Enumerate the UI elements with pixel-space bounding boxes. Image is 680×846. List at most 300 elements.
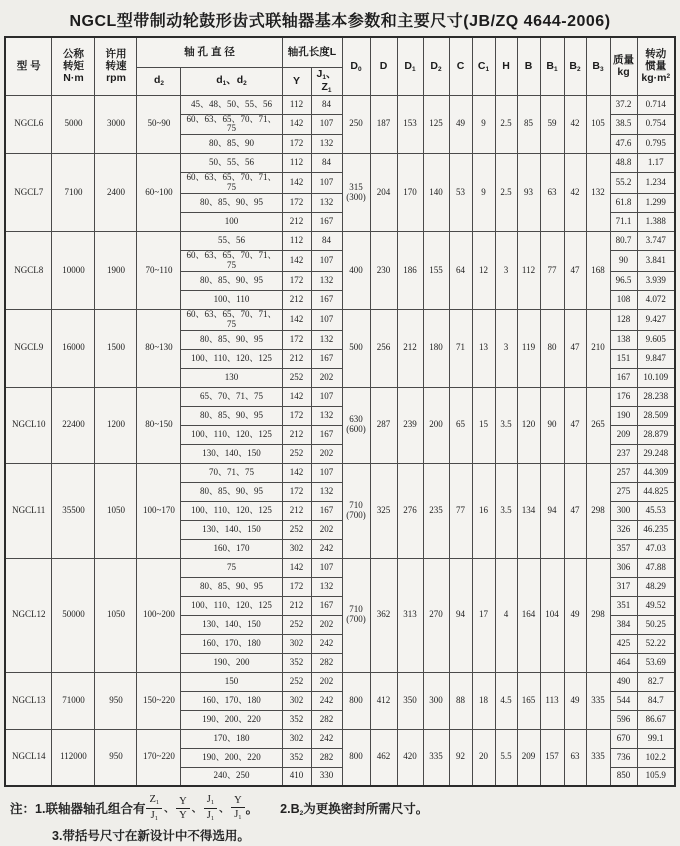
cell-bores: 65、70、71、75 xyxy=(181,387,282,406)
cell-inertia: 9.427 xyxy=(637,309,675,330)
cell-mass: 237 xyxy=(610,444,637,463)
cell-length-J1Z1: 167 xyxy=(311,425,342,444)
cell-model: NGCL8 xyxy=(5,232,52,310)
table-row xyxy=(5,672,675,691)
fraction-separator: 、 xyxy=(191,803,202,815)
cell-dim-B2: 42 xyxy=(564,95,586,154)
cell-mass: 317 xyxy=(610,577,637,596)
cell-dim-D0: 710 (700) xyxy=(342,463,370,558)
cell-dim-D0: 500 xyxy=(342,309,370,387)
footnote-1-fractions xyxy=(145,794,245,823)
cell-dim-C1: 18 xyxy=(472,672,495,729)
cell-dim-B1: 59 xyxy=(540,95,564,154)
cell-length-Y: 252 xyxy=(282,520,311,539)
cell-d2-range: 100~170 xyxy=(137,463,181,558)
cell-dim-D: 256 xyxy=(370,309,397,387)
cell-speed: 1050 xyxy=(95,463,137,558)
cell-dim-B2: 47 xyxy=(564,387,586,463)
cell-mass: 190 xyxy=(610,406,637,425)
cell-length-Y: 172 xyxy=(282,271,311,290)
cell-mass: 128 xyxy=(610,309,637,330)
cell-dim-B: 119 xyxy=(517,309,540,387)
header-mass: 质量 kg xyxy=(610,37,637,95)
cell-inertia: 44.825 xyxy=(637,482,675,501)
cell-length-J1Z1: 167 xyxy=(311,290,342,309)
cell-length-Y: 172 xyxy=(282,577,311,596)
cell-torque: 5000 xyxy=(52,95,95,154)
cell-dim-D2: 155 xyxy=(423,232,449,310)
cell-speed: 1900 xyxy=(95,232,137,310)
cell-dim-B2: 49 xyxy=(564,672,586,729)
cell-bores: 70、71、75 xyxy=(181,463,282,482)
cell-dim-B2: 49 xyxy=(564,558,586,672)
cell-length-Y: 410 xyxy=(282,767,311,786)
cell-length-J1Z1: 330 xyxy=(311,767,342,786)
cell-mass: 96.5 xyxy=(610,271,637,290)
cell-d2-range: 60~100 xyxy=(137,154,181,232)
cell-mass: 71.1 xyxy=(610,213,637,232)
cell-length-J1Z1: 167 xyxy=(311,213,342,232)
cell-speed: 1050 xyxy=(95,558,137,672)
cell-mass: 275 xyxy=(610,482,637,501)
cell-d2-range: 70~110 xyxy=(137,232,181,310)
cell-dim-C1: 9 xyxy=(472,154,495,232)
cell-bores: 100、110、120、125 xyxy=(181,425,282,444)
cell-dim-C: 88 xyxy=(449,672,472,729)
cell-mass: 176 xyxy=(610,387,637,406)
cell-length-J1Z1: 132 xyxy=(311,406,342,425)
cell-mass: 306 xyxy=(610,558,637,577)
table-row xyxy=(5,154,675,173)
cell-dim-D: 412 xyxy=(370,672,397,729)
cell-inertia: 1.299 xyxy=(637,194,675,213)
cell-speed: 1200 xyxy=(95,387,137,463)
cell-dim-D: 362 xyxy=(370,558,397,672)
cell-length-J1Z1: 202 xyxy=(311,520,342,539)
cell-dim-B2: 47 xyxy=(564,463,586,558)
cell-dim-D1: 186 xyxy=(397,232,423,310)
header-dim-B1: $B_1$ xyxy=(540,37,564,95)
cell-mass: 38.5 xyxy=(610,114,637,135)
cell-length-Y: 172 xyxy=(282,194,311,213)
table-row xyxy=(5,558,675,577)
cell-speed: 3000 xyxy=(95,95,137,154)
cell-inertia: 46.235 xyxy=(637,520,675,539)
cell-dim-B: 165 xyxy=(517,672,540,729)
cell-speed: 2400 xyxy=(95,154,137,232)
cell-bores: 130、140、150 xyxy=(181,615,282,634)
header-model: 型 号 xyxy=(5,37,52,95)
cell-dim-D1: 313 xyxy=(397,558,423,672)
cell-dim-H: 3 xyxy=(495,309,517,387)
cell-d2-range: 100~200 xyxy=(137,558,181,672)
cell-model: NGCL13 xyxy=(5,672,52,729)
footnote-1-tail: 。 xyxy=(245,802,259,817)
cell-dim-C: 71 xyxy=(449,309,472,387)
coupling-spec-table xyxy=(4,36,676,787)
cell-length-J1Z1: 132 xyxy=(311,135,342,154)
cell-dim-C1: 12 xyxy=(472,232,495,310)
cell-length-Y: 142 xyxy=(282,251,311,272)
cell-dim-D1: 170 xyxy=(397,154,423,232)
cell-dim-H: 5.5 xyxy=(495,729,517,786)
cell-inertia: 28.509 xyxy=(637,406,675,425)
cell-bores: 80、85、90、95 xyxy=(181,482,282,501)
cell-dim-B2: 42 xyxy=(564,154,586,232)
cell-length-J1Z1: 107 xyxy=(311,309,342,330)
cell-bores: 100、110、120、125 xyxy=(181,501,282,520)
cell-length-J1Z1: 132 xyxy=(311,482,342,501)
cell-dim-D2: 335 xyxy=(423,729,449,786)
cell-length-Y: 142 xyxy=(282,114,311,135)
cell-dim-H: 4.5 xyxy=(495,672,517,729)
cell-d2-range: 80~130 xyxy=(137,309,181,387)
header-length-Y: Y xyxy=(282,67,311,95)
cell-mass: 48.8 xyxy=(610,154,637,173)
cell-dim-D1: 212 xyxy=(397,309,423,387)
cell-inertia: 102.2 xyxy=(637,748,675,767)
cell-inertia: 9.605 xyxy=(637,330,675,349)
cell-dim-B: 93 xyxy=(517,154,540,232)
cell-inertia: 1.234 xyxy=(637,173,675,194)
cell-bores: 80、85、90、95 xyxy=(181,330,282,349)
cell-inertia: 49.52 xyxy=(637,596,675,615)
header-torque: 公称 转矩 N·m xyxy=(52,37,95,95)
cell-length-Y: 142 xyxy=(282,387,311,406)
cell-bores: 60、63、65、70、71、75 xyxy=(181,309,282,330)
header-row-1 xyxy=(5,37,675,67)
cell-bores: 80、85、90、95 xyxy=(181,194,282,213)
cell-inertia: 50.25 xyxy=(637,615,675,634)
cell-dim-D2: 140 xyxy=(423,154,449,232)
table-header xyxy=(5,37,675,95)
page-title: NGCL型带制动轮鼓形齿式联轴器基本参数和主要尺寸(JB/ZQ 4644-2006) xyxy=(69,13,611,30)
cell-dim-B3: 298 xyxy=(586,463,610,558)
cell-model: NGCL6 xyxy=(5,95,52,154)
cell-dim-D1: 420 xyxy=(397,729,423,786)
footnotes xyxy=(10,794,670,844)
footnote-1-lead: 1.联轴器轴孔组合有 xyxy=(35,802,146,817)
header-dim-D1: $D_1$ xyxy=(397,37,423,95)
cell-inertia: 0.714 xyxy=(637,95,675,114)
cell-dim-B2: 47 xyxy=(564,232,586,310)
cell-dim-D0: 250 xyxy=(342,95,370,154)
header-inertia: 转动 惯量 $kg\cdot m^2$ xyxy=(637,37,675,95)
cell-mass: 61.8 xyxy=(610,194,637,213)
cell-length-Y: 252 xyxy=(282,672,311,691)
cell-bores: 100、110、120、125 xyxy=(181,596,282,615)
cell-inertia: 28.879 xyxy=(637,425,675,444)
cell-mass: 108 xyxy=(610,290,637,309)
cell-model: NGCL10 xyxy=(5,387,52,463)
cell-inertia: 0.754 xyxy=(637,114,675,135)
cell-dim-H: 3 xyxy=(495,232,517,310)
header-bore-diameter-group: 轴 孔 直 径 xyxy=(137,37,282,67)
cell-length-Y: 212 xyxy=(282,349,311,368)
cell-length-J1Z1: 107 xyxy=(311,387,342,406)
cell-length-J1Z1: 132 xyxy=(311,577,342,596)
cell-torque: 50000 xyxy=(52,558,95,672)
cell-length-J1Z1: 107 xyxy=(311,251,342,272)
cell-dim-B: 120 xyxy=(517,387,540,463)
cell-bores: 190、200、220 xyxy=(181,748,282,767)
cell-bores: 45、48、50、55、56 xyxy=(181,95,282,114)
cell-length-Y: 172 xyxy=(282,135,311,154)
cell-bores: 240、250 xyxy=(181,767,282,786)
cell-dim-D0: 315 (300) xyxy=(342,154,370,232)
cell-dim-B3: 105 xyxy=(586,95,610,154)
cell-dim-B2: 47 xyxy=(564,309,586,387)
cell-length-J1Z1: 282 xyxy=(311,653,342,672)
cell-inertia: 53.69 xyxy=(637,653,675,672)
table-row xyxy=(5,95,675,114)
cell-bores: 100、110、120、125 xyxy=(181,349,282,368)
cell-dim-C1: 13 xyxy=(472,309,495,387)
cell-mass: 47.6 xyxy=(610,135,637,154)
cell-dim-C1: 20 xyxy=(472,729,495,786)
cell-dim-D2: 125 xyxy=(423,95,449,154)
cell-bores: 190、200、220 xyxy=(181,710,282,729)
bore-combination-fraction: $\frac{Z_1}{J_1}$ xyxy=(146,794,162,823)
cell-length-J1Z1: 202 xyxy=(311,672,342,691)
cell-length-J1Z1: 132 xyxy=(311,271,342,290)
cell-dim-B3: 335 xyxy=(586,672,610,729)
header-speed: 许用 转速 rpm xyxy=(95,37,137,95)
fraction-separator: 、 xyxy=(164,803,175,815)
cell-bores: 160、170、180 xyxy=(181,691,282,710)
cell-bores: 100、110 xyxy=(181,290,282,309)
cell-dim-D1: 276 xyxy=(397,463,423,558)
cell-bores: 60、63、65、70、71、75 xyxy=(181,173,282,194)
cell-dim-D2: 235 xyxy=(423,463,449,558)
cell-mass: 351 xyxy=(610,596,637,615)
cell-dim-B: 164 xyxy=(517,558,540,672)
cell-length-Y: 112 xyxy=(282,232,311,251)
cell-length-J1Z1: 107 xyxy=(311,463,342,482)
cell-mass: 670 xyxy=(610,729,637,748)
cell-length-Y: 212 xyxy=(282,596,311,615)
cell-length-J1Z1: 202 xyxy=(311,615,342,634)
header-bore-d2: $d_2$ xyxy=(137,67,181,95)
cell-inertia: 4.072 xyxy=(637,290,675,309)
cell-length-Y: 212 xyxy=(282,213,311,232)
cell-length-J1Z1: 167 xyxy=(311,349,342,368)
cell-dim-B: 85 xyxy=(517,95,540,154)
bore-combination-fraction: $\frac{Y}{Y}$ xyxy=(176,796,190,821)
cell-length-J1Z1: 282 xyxy=(311,710,342,729)
cell-dim-D0: 800 xyxy=(342,672,370,729)
cell-torque: 7100 xyxy=(52,154,95,232)
cell-inertia: 82.7 xyxy=(637,672,675,691)
cell-d2-range: 170~220 xyxy=(137,729,181,786)
cell-model: NGCL7 xyxy=(5,154,52,232)
table-row xyxy=(5,387,675,406)
cell-length-Y: 142 xyxy=(282,463,311,482)
table-body xyxy=(5,95,675,786)
cell-dim-H: 2.5 xyxy=(495,95,517,154)
cell-dim-B1: 104 xyxy=(540,558,564,672)
cell-model: NGCL14 xyxy=(5,729,52,786)
cell-dim-C1: 9 xyxy=(472,95,495,154)
cell-speed: 950 xyxy=(95,729,137,786)
cell-bores: 80、85、90 xyxy=(181,135,282,154)
header-dim-B: B xyxy=(517,37,540,95)
cell-bores: 75 xyxy=(181,558,282,577)
cell-dim-C: 53 xyxy=(449,154,472,232)
cell-dim-D: 287 xyxy=(370,387,397,463)
cell-torque: 16000 xyxy=(52,309,95,387)
cell-torque: 22400 xyxy=(52,387,95,463)
cell-bores: 150 xyxy=(181,672,282,691)
cell-bores: 190、200 xyxy=(181,653,282,672)
cell-length-J1Z1: 84 xyxy=(311,154,342,173)
cell-length-J1Z1: 107 xyxy=(311,558,342,577)
cell-dim-C: 65 xyxy=(449,387,472,463)
cell-dim-D2: 180 xyxy=(423,309,449,387)
cell-dim-B1: 63 xyxy=(540,154,564,232)
cell-inertia: 86.67 xyxy=(637,710,675,729)
cell-dim-C: 49 xyxy=(449,95,472,154)
cell-length-Y: 212 xyxy=(282,501,311,520)
cell-dim-B: 209 xyxy=(517,729,540,786)
cell-inertia: 47.88 xyxy=(637,558,675,577)
cell-length-J1Z1: 242 xyxy=(311,539,342,558)
cell-length-J1Z1: 202 xyxy=(311,444,342,463)
cell-mass: 55.2 xyxy=(610,173,637,194)
cell-dim-D: 230 xyxy=(370,232,397,310)
cell-dim-B1: 157 xyxy=(540,729,564,786)
cell-length-J1Z1: 132 xyxy=(311,194,342,213)
cell-dim-H: 2.5 xyxy=(495,154,517,232)
cell-length-Y: 252 xyxy=(282,615,311,634)
bore-combination-fraction: $\frac{J_1}{J_1}$ xyxy=(204,794,217,823)
cell-dim-D2: 200 xyxy=(423,387,449,463)
cell-dim-B3: 265 xyxy=(586,387,610,463)
cell-dim-D0: 630 (600) xyxy=(342,387,370,463)
cell-length-J1Z1: 167 xyxy=(311,596,342,615)
cell-length-Y: 252 xyxy=(282,444,311,463)
cell-dim-B: 134 xyxy=(517,463,540,558)
cell-dim-B1: 113 xyxy=(540,672,564,729)
cell-inertia: 48.29 xyxy=(637,577,675,596)
cell-length-Y: 352 xyxy=(282,710,311,729)
cell-inertia: 84.7 xyxy=(637,691,675,710)
cell-dim-D2: 300 xyxy=(423,672,449,729)
cell-length-Y: 112 xyxy=(282,154,311,173)
cell-length-Y: 212 xyxy=(282,425,311,444)
cell-inertia: 44.309 xyxy=(637,463,675,482)
cell-torque: 35500 xyxy=(52,463,95,558)
cell-length-Y: 352 xyxy=(282,748,311,767)
cell-length-Y: 302 xyxy=(282,539,311,558)
cell-dim-C: 94 xyxy=(449,558,472,672)
cell-dim-B2: 63 xyxy=(564,729,586,786)
header-dim-D0: $D_0$ xyxy=(342,37,370,95)
header-dim-C: C xyxy=(449,37,472,95)
cell-bores: 130 xyxy=(181,368,282,387)
cell-bores: 60、63、65、70、71、75 xyxy=(181,251,282,272)
cell-inertia: 9.847 xyxy=(637,349,675,368)
cell-dim-B3: 210 xyxy=(586,309,610,387)
cell-length-Y: 172 xyxy=(282,482,311,501)
cell-dim-C1: 17 xyxy=(472,558,495,672)
cell-bores: 160、170 xyxy=(181,539,282,558)
cell-dim-C: 92 xyxy=(449,729,472,786)
cell-mass: 300 xyxy=(610,501,637,520)
cell-dim-D1: 239 xyxy=(397,387,423,463)
header-length-J1Z1: $J_1$、$Z_1$ xyxy=(311,67,342,95)
cell-length-J1Z1: 202 xyxy=(311,368,342,387)
cell-bores: 80、85、90、95 xyxy=(181,271,282,290)
table-row xyxy=(5,729,675,748)
cell-dim-B1: 80 xyxy=(540,309,564,387)
cell-length-Y: 252 xyxy=(282,368,311,387)
header-dim-C1: $C_1$ xyxy=(472,37,495,95)
cell-mass: 90 xyxy=(610,251,637,272)
footnote-line-2 xyxy=(10,826,670,844)
cell-dim-D0: 400 xyxy=(342,232,370,310)
cell-mass: 544 xyxy=(610,691,637,710)
cell-dim-H: 4 xyxy=(495,558,517,672)
cell-length-Y: 172 xyxy=(282,330,311,349)
cell-dim-B1: 90 xyxy=(540,387,564,463)
cell-mass: 596 xyxy=(610,710,637,729)
cell-mass: 80.7 xyxy=(610,232,637,251)
cell-length-Y: 172 xyxy=(282,406,311,425)
cell-d2-range: 150~220 xyxy=(137,672,181,729)
bore-combination-fraction: $\frac{Y}{J_1}$ xyxy=(231,795,245,822)
header-dim-B2: $B_2$ xyxy=(564,37,586,95)
cell-mass: 138 xyxy=(610,330,637,349)
cell-inertia: 1.388 xyxy=(637,213,675,232)
cell-length-J1Z1: 84 xyxy=(311,95,342,114)
cell-mass: 736 xyxy=(610,748,637,767)
cell-d2-range: 80~150 xyxy=(137,387,181,463)
cell-bores: 80、85、90、95 xyxy=(181,406,282,425)
cell-dim-D0: 710 (700) xyxy=(342,558,370,672)
cell-length-Y: 142 xyxy=(282,309,311,330)
cell-inertia: 52.22 xyxy=(637,634,675,653)
cell-length-Y: 302 xyxy=(282,729,311,748)
footnote-prefix: 注： xyxy=(10,802,36,817)
cell-inertia: 105.9 xyxy=(637,767,675,786)
cell-dim-C1: 15 xyxy=(472,387,495,463)
header-bore-length-group: 轴孔长度L xyxy=(282,37,342,67)
cell-inertia: 3.747 xyxy=(637,232,675,251)
cell-model: NGCL9 xyxy=(5,309,52,387)
footnote-3: 3.带括号尺寸在新设计中不得选用。 xyxy=(52,828,250,843)
cell-bores: 130、140、150 xyxy=(181,520,282,539)
cell-inertia: 3.939 xyxy=(637,271,675,290)
cell-mass: 357 xyxy=(610,539,637,558)
cell-dim-C1: 16 xyxy=(472,463,495,558)
cell-dim-D: 204 xyxy=(370,154,397,232)
cell-dim-D1: 350 xyxy=(397,672,423,729)
cell-model: NGCL11 xyxy=(5,463,52,558)
cell-dim-B3: 132 xyxy=(586,154,610,232)
cell-bores: 60、63、65、70、71、75 xyxy=(181,114,282,135)
cell-dim-C: 77 xyxy=(449,463,472,558)
cell-dim-H: 3.5 xyxy=(495,463,517,558)
cell-mass: 37.2 xyxy=(610,95,637,114)
cell-bores: 80、85、90、95 xyxy=(181,577,282,596)
cell-torque: 71000 xyxy=(52,672,95,729)
cell-inertia: 3.841 xyxy=(637,251,675,272)
cell-dim-B3: 335 xyxy=(586,729,610,786)
cell-dim-D: 325 xyxy=(370,463,397,558)
cell-inertia: 99.1 xyxy=(637,729,675,748)
cell-torque: 10000 xyxy=(52,232,95,310)
